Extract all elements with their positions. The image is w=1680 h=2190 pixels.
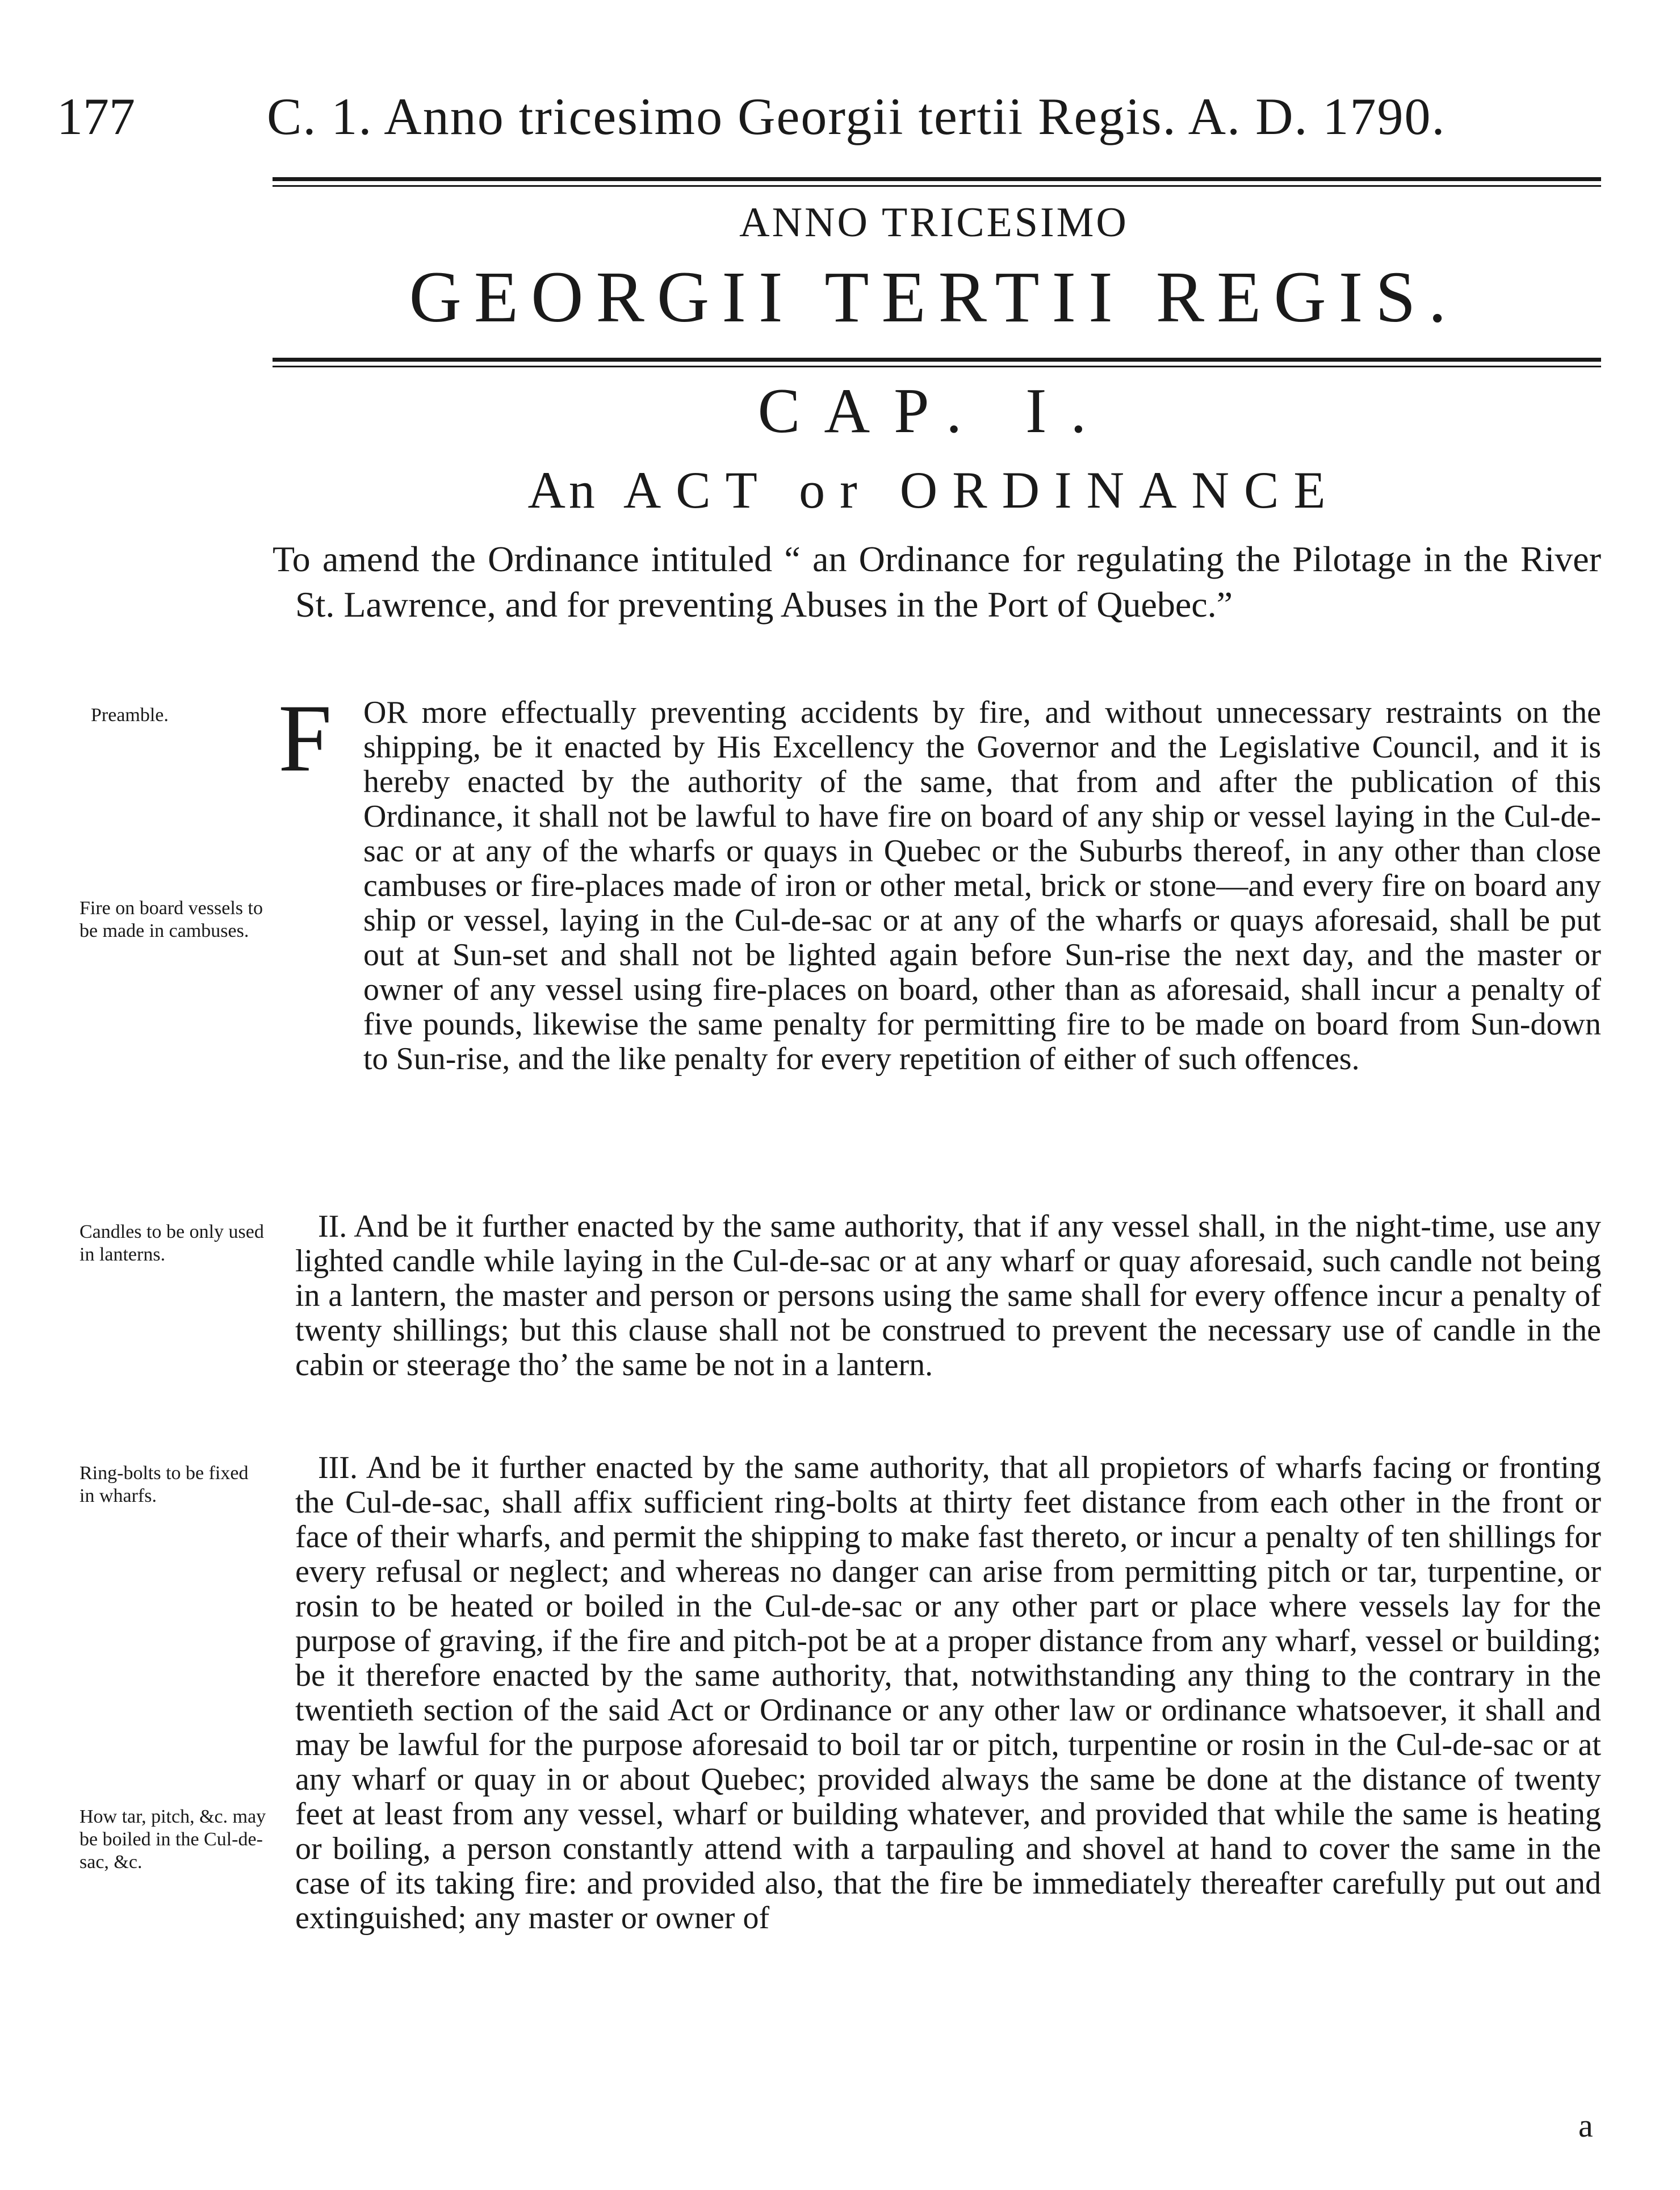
header-rule-thin: [273, 185, 1601, 187]
header-rule-thick: [273, 177, 1601, 181]
act-name: ACT or ORDINANCE: [623, 461, 1340, 519]
marginal-note-ringbolts: Ring-bolts to be fixed in wharfs.: [79, 1463, 249, 1506]
georgii-tertii-regis: GEORGII TERTII REGIS.: [409, 257, 1459, 337]
section-3-text: III. And be it further enacted by the same authority, that all propietors of wharfs facing or fronting the Cul-de-sac, shall affix sufficient ring-bolts at thirty feet distance from each other in the front or face of their wharfs, and permit the shipping to make fast thereto, or incur a penalty of ten shillings for every refusal or neglect; and whereas no danger can arise from permitting pitch or tar, turpentine, or rosin to be heated or boiled in the Cul-de-sac or any other part or place where vessels lay for the purpose of graving, if the fire and pitch-pot be at a proper distance from any wharf, vessel or building; be it therefore enacted by the same authority, that, notwithstanding any thing to the contrary in the twentieth section of the said Act or Ordinance or any other law or ordinance whatsoever, it shall and may be lawful for the purpose aforesaid to boil tar or pitch, turpentine or rosin in the Cul-de-sac or at any wharf or quay in or about Quebec; provided always the same be done at the distance of twenty feet at least from any vessel, wharf or building whatever, and provided that while the same is heating or boiling, a person constantly attend with a tarpauling and shovel at hand to cover the same in the case of its taking fire: and provided also, that the fire be immediately thereafter carefully put out and extinguished; any master or owner of: [295, 1450, 1601, 1936]
chapter-heading: CAP. I.: [757, 376, 1111, 446]
act-purpose: To amend the Ordinance intituled “ an Ordinance for regulating the Pilotage in the River St. Lawrence, and for preventing Abuses in the Port of Quebec.”: [273, 539, 1601, 625]
title-rule-thick: [273, 358, 1601, 362]
catchword: a: [1578, 2107, 1593, 2144]
marginal-note-fire: Fire on board vessels to be made in cambuses.: [79, 898, 263, 941]
act-title: [273, 460, 1595, 520]
title-rule-thin: [273, 366, 1601, 367]
running-header: [57, 79, 1612, 153]
marginal-note-candles: Candles to be only used in lanterns.: [79, 1221, 264, 1265]
page-number: 177: [57, 87, 135, 145]
preamble-text: OR more effectually preventing accidents by fire, and without unnecessary restraints on the shipping, be it enacted by His Excellency the Governor and the Legislative Council, and it is hereby enacted by the authority of the same, that from and after the publication of this Ordinance, it shall not be lawful to have fire on board of any ship or vessel laying in the Cul-de-sac or at any of the wharfs or quays in Quebec or the Suburbs thereof, in any other than close cambuses or fire-places made of iron or other metal, brick or stone—and every fire on board any ship or vessel, laying in the Cul-de-sac or at any of the wharfs or quays aforesaid, shall be put out at Sun-set and shall not be lighted again before Sun-rise the next day, and the master or owner of any vessel using fire-places on board, other than as aforesaid, shall incur a penalty of five pounds, likewise the same penalty for permitting fire to be made on board from Sun-down to Sun-rise, and the like penalty for every repetition of either of such offences.: [363, 695, 1601, 1077]
preamble-paragraph: [363, 696, 1601, 1077]
marginal-note-preamble: Preamble.: [91, 705, 169, 726]
section-3-paragraph: [295, 1451, 1601, 1936]
marginal-note-tar: How tar, pitch, &c. may be boiled in the Cul-de-sac, &c.: [79, 1806, 266, 1873]
act-prefix: An: [527, 461, 598, 519]
section-2-paragraph: [295, 1209, 1601, 1383]
running-title: C. 1. Anno tricesimo Georgii tertii Regis. A. D. 1790.: [267, 87, 1446, 145]
anno-tricesimo: ANNO TRICESIMO: [739, 199, 1129, 246]
section-2-text: II. And be it further enacted by the same authority, that if any vessel shall, in the night-time, use any lighted candle while laying in the Cul-de-sac or at any wharf or quay aforesaid, such candle not being in a lantern, the master and person or persons using the same shall for every offence incur a penalty of twenty shillings; but this clause shall not be construed to prevent the necessary use of candle in the cabin or steerage tho’ the same be not in a lantern.: [295, 1209, 1601, 1383]
drop-capital: F: [278, 685, 332, 792]
